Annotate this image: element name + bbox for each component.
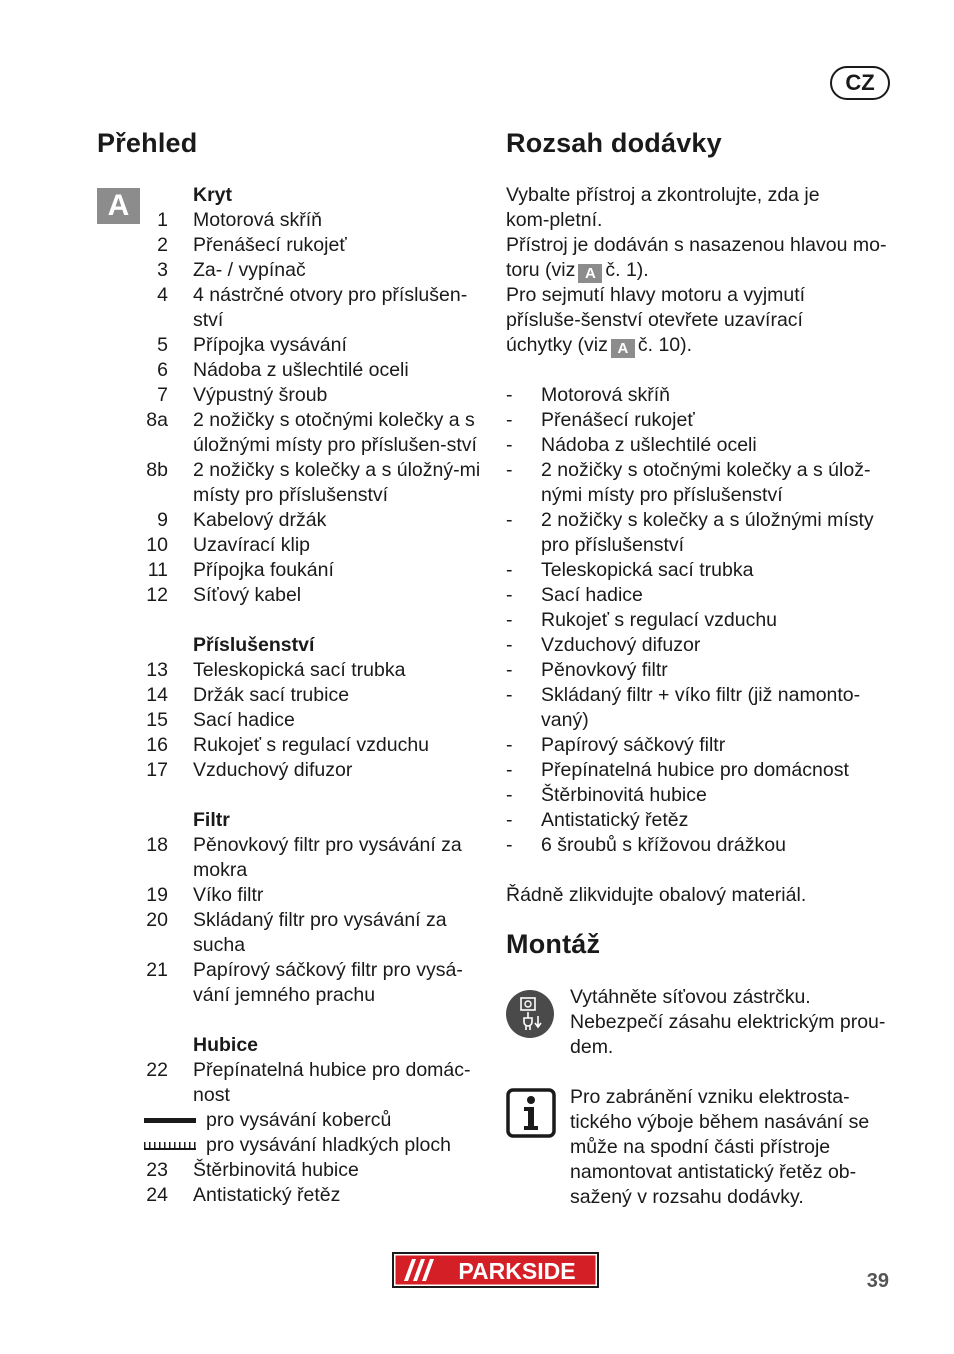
- delivery-note-ref: č. 10).: [637, 334, 693, 356]
- bullet-dash: -: [506, 384, 513, 406]
- item-number: 12: [146, 584, 168, 606]
- delivery-item-text: Rukojeť s regulací vzduchu: [541, 609, 778, 631]
- item-text: Výpustný šroub: [193, 384, 328, 406]
- bullet-dash: -: [506, 584, 513, 606]
- item-text: Motorová skříň: [193, 209, 322, 231]
- delivery-list-item: [506, 733, 891, 758]
- item-text: Přenášecí rukojeť: [193, 234, 347, 256]
- delivery-item-text: Vzduchový difuzor: [541, 634, 701, 656]
- parts-list-item: [97, 758, 487, 783]
- item-number: 2: [157, 234, 168, 256]
- parts-list-item: [97, 1158, 487, 1183]
- delivery-item-text: Pěnovkový filtr: [541, 659, 668, 681]
- disposal-note: Řádně zlikvidujte obalový materiál.: [506, 884, 807, 906]
- bullet-dash: -: [506, 759, 513, 781]
- item-number: 13: [146, 659, 168, 681]
- item-text: Držák sací trubice: [193, 684, 350, 706]
- item-number: 19: [146, 884, 168, 906]
- item-number: 4: [157, 284, 168, 306]
- item-number: 21: [146, 959, 168, 981]
- item-text: Příslušenství: [193, 634, 315, 656]
- delivery-list-item: [506, 408, 891, 433]
- delivery-list-item: [506, 558, 891, 583]
- item-text: Rukojeť s regulací vzduchu: [193, 734, 430, 756]
- delivery-item-text: Skládaný filtr + víko filtr (již namonto-vaný): [541, 684, 861, 731]
- item-text: Uzavírací klip: [193, 534, 311, 556]
- delivery-list-item: [506, 833, 891, 858]
- bullet-dash: -: [506, 809, 513, 831]
- language-badge: CZ: [830, 66, 890, 100]
- item-number: 24: [146, 1184, 168, 1206]
- item-text: Sací hadice: [193, 709, 295, 731]
- parts-list-item: [97, 658, 487, 683]
- item-text: Pěnovkový filtr pro vysávání za mokra: [193, 834, 462, 881]
- delivery-list-item: [506, 633, 891, 658]
- item-number: 5: [157, 334, 168, 356]
- parts-list-item: [97, 733, 487, 758]
- delivery-list-item: [506, 758, 891, 783]
- bullet-dash: -: [506, 659, 513, 681]
- parkside-logo: [392, 1252, 599, 1288]
- delivery-list-item: [506, 583, 891, 608]
- item-text: pro vysávání koberců: [206, 1109, 392, 1131]
- section-subheading: [97, 633, 487, 658]
- section-subheading: [97, 1033, 487, 1058]
- item-number: 16: [146, 734, 168, 756]
- solid-bar-icon: [144, 1118, 196, 1123]
- item-text: pro vysávání hladkých ploch: [206, 1134, 451, 1156]
- parts-list-item: [97, 408, 487, 458]
- delivery-motor-head-note: [506, 233, 888, 283]
- delivery-note-text: Pro sejmutí hlavy motoru a vyjmutí přísluše-šenství otevřete uzavírací úchytky (viz: [506, 284, 806, 356]
- parts-list-item: [97, 958, 487, 1008]
- parts-list-item: [97, 1133, 487, 1158]
- item-number: 9: [157, 509, 168, 531]
- parts-list-item: [97, 358, 487, 383]
- delivery-item-text: Antistatický řetěz: [541, 809, 689, 831]
- item-number: 18: [146, 834, 168, 856]
- parts-list-item: [97, 908, 487, 958]
- unplug-warning-icon: [506, 990, 554, 1038]
- bullet-dash: -: [506, 634, 513, 656]
- delivery-item-text: Papírový sáčkový filtr: [541, 734, 726, 756]
- bullet-dash: -: [506, 459, 513, 481]
- item-text: Síťový kabel: [193, 584, 302, 606]
- item-text: Za- / vypínač: [193, 259, 306, 281]
- delivery-item-text: 2 nožičky s otočnými kolečky a s úlož-nými místy pro příslušenství: [541, 459, 871, 506]
- bullet-dash: -: [506, 734, 513, 756]
- parts-list-item: [97, 533, 487, 558]
- bullet-dash: -: [506, 409, 513, 431]
- item-number: 1: [157, 209, 168, 231]
- bullet-dash: -: [506, 509, 513, 531]
- parts-list-item: [97, 558, 487, 583]
- bullet-dash: -: [506, 834, 513, 856]
- bullet-dash: -: [506, 434, 513, 456]
- item-text: Nádoba z ušlechtilé oceli: [193, 359, 409, 381]
- delivery-note-text: Přístroj je dodáván s nasazenou hlavou mo-toru (viz: [506, 234, 887, 281]
- antistatic-info-text: Pro zabránění vzniku elektrosta-tického výboje během nasávání se může na spodní části přístroje namontovat antistatický řetěz ob-sažený v rozsahu dodávky.: [570, 1086, 870, 1208]
- delivery-list-item: [506, 783, 891, 808]
- item-text: Teleskopická sací trubka: [193, 659, 406, 681]
- item-text: Štěrbinovitá hubice: [193, 1159, 359, 1181]
- delivery-list-item: [506, 383, 891, 408]
- item-text: Vzduchový difuzor: [193, 759, 353, 781]
- parts-list-item: [97, 683, 487, 708]
- bullet-dash: -: [506, 559, 513, 581]
- parts-list-item: [97, 833, 487, 883]
- item-number: 8a: [146, 409, 168, 431]
- parts-list-item: [97, 583, 487, 608]
- unplug-warning-text: Vytáhněte síťovou zástrčku. Nebezpečí zásahu elektrickým prou-dem.: [570, 986, 886, 1058]
- item-text: Přepínatelná hubice pro domác-nost: [193, 1059, 471, 1106]
- item-text: Hubice: [193, 1034, 259, 1056]
- delivery-list-item: [506, 658, 891, 683]
- item-text: Papírový sáčkový filtr pro vysá-vání jemného prachu: [193, 959, 463, 1006]
- delivery-item-text: Štěrbinovitá hubice: [541, 784, 707, 806]
- item-number: 11: [147, 559, 168, 581]
- parts-list-item: [97, 508, 487, 533]
- parts-list-item: [97, 233, 487, 258]
- item-text: Skládaný filtr pro vysávání za sucha: [193, 909, 447, 956]
- item-number: 15: [146, 709, 168, 731]
- figure-label-badge: A: [97, 188, 140, 224]
- parts-list-item: [97, 1108, 487, 1133]
- delivery-item-text: Přepínatelná hubice pro domácnost: [541, 759, 849, 781]
- delivery-item-text: Přenášecí rukojeť: [541, 409, 695, 431]
- delivery-list-item: [506, 808, 891, 833]
- bullet-dash: -: [506, 684, 513, 706]
- item-text: Přípojka vysávání: [193, 334, 347, 356]
- item-number: 10: [146, 534, 168, 556]
- list-spacer: [97, 608, 487, 633]
- list-spacer: [97, 1008, 487, 1033]
- item-number: 22: [146, 1059, 168, 1081]
- delivery-item-text: Motorová skříň: [541, 384, 670, 406]
- delivery-contents-list: [506, 383, 891, 858]
- delivery-list-item: [506, 458, 891, 508]
- parts-list-item: [97, 258, 487, 283]
- delivery-item-text: 2 nožičky s kolečky a s úložnými místy pro příslušenství: [541, 509, 874, 556]
- item-text: Filtr: [193, 809, 230, 831]
- parts-list-item: [97, 208, 487, 233]
- delivery-removal-note: [506, 283, 866, 358]
- item-number: 20: [146, 909, 168, 931]
- figure-label-inline: A: [611, 339, 635, 358]
- parts-list-item: [97, 283, 487, 333]
- delivery-item-text: Teleskopická sací trubka: [541, 559, 754, 581]
- item-text: Antistatický řetěz: [193, 1184, 341, 1206]
- item-number: 17: [146, 759, 168, 781]
- item-number: 8b: [146, 459, 168, 481]
- item-number: 7: [157, 384, 168, 406]
- item-text: Víko filtr: [193, 884, 264, 906]
- delivery-item-text: Sací hadice: [541, 584, 643, 606]
- delivery-list-item: [506, 608, 891, 633]
- item-text: Přípojka foukání: [193, 559, 334, 581]
- item-text: Kryt: [193, 184, 233, 206]
- parts-list-item: [97, 708, 487, 733]
- delivery-list-item: [506, 683, 891, 733]
- bullet-dash: -: [506, 609, 513, 631]
- delivery-note-ref: č. 1).: [605, 259, 649, 281]
- item-number: 23: [146, 1159, 168, 1181]
- overview-title: Přehled: [97, 128, 198, 158]
- item-text: 2 nožičky s kolečky a s úložný-mi místy pro příslušenství: [193, 459, 481, 506]
- item-number: 14: [146, 684, 168, 706]
- delivery-section: [506, 183, 891, 908]
- item-number: 6: [157, 359, 168, 381]
- assembly-title: Montáž: [506, 929, 601, 959]
- delivery-list-item: [506, 508, 891, 558]
- overview-parts-list: [97, 183, 487, 1208]
- item-text: Kabelový držák: [193, 509, 327, 531]
- parts-list-item: [97, 1058, 487, 1108]
- section-subheading: [97, 183, 487, 208]
- figure-label-inline: A: [578, 264, 602, 283]
- bullet-dash: -: [506, 784, 513, 806]
- delivery-intro: Vybalte přístroj a zkontrolujte, zda je kom-pletní.: [506, 184, 820, 231]
- list-spacer: [97, 783, 487, 808]
- parts-list-item: [97, 458, 487, 508]
- item-text: 4 nástrčné otvory pro příslušen-ství: [193, 284, 468, 331]
- item-number: 3: [157, 259, 168, 281]
- parts-list-item: [97, 333, 487, 358]
- delivery-item-text: Nádoba z ušlechtilé oceli: [541, 434, 757, 456]
- parts-list-item: [97, 883, 487, 908]
- delivery-title: Rozsah dodávky: [506, 128, 722, 158]
- item-text: 2 nožičky s otočnými kolečky a s úložnými místy pro příslušen-ství: [193, 409, 477, 456]
- parts-list-item: [97, 1183, 487, 1208]
- brand-wordmark: PARKSIDE: [458, 1258, 576, 1284]
- delivery-item-text: 6 šroubů s křížovou drážkou: [541, 834, 786, 856]
- parts-list-item: [97, 383, 487, 408]
- page-number: 39: [866, 1270, 889, 1292]
- delivery-list-item: [506, 433, 891, 458]
- section-subheading: [97, 808, 487, 833]
- comb-bar-icon: [144, 1142, 196, 1150]
- info-icon: [506, 1088, 556, 1138]
